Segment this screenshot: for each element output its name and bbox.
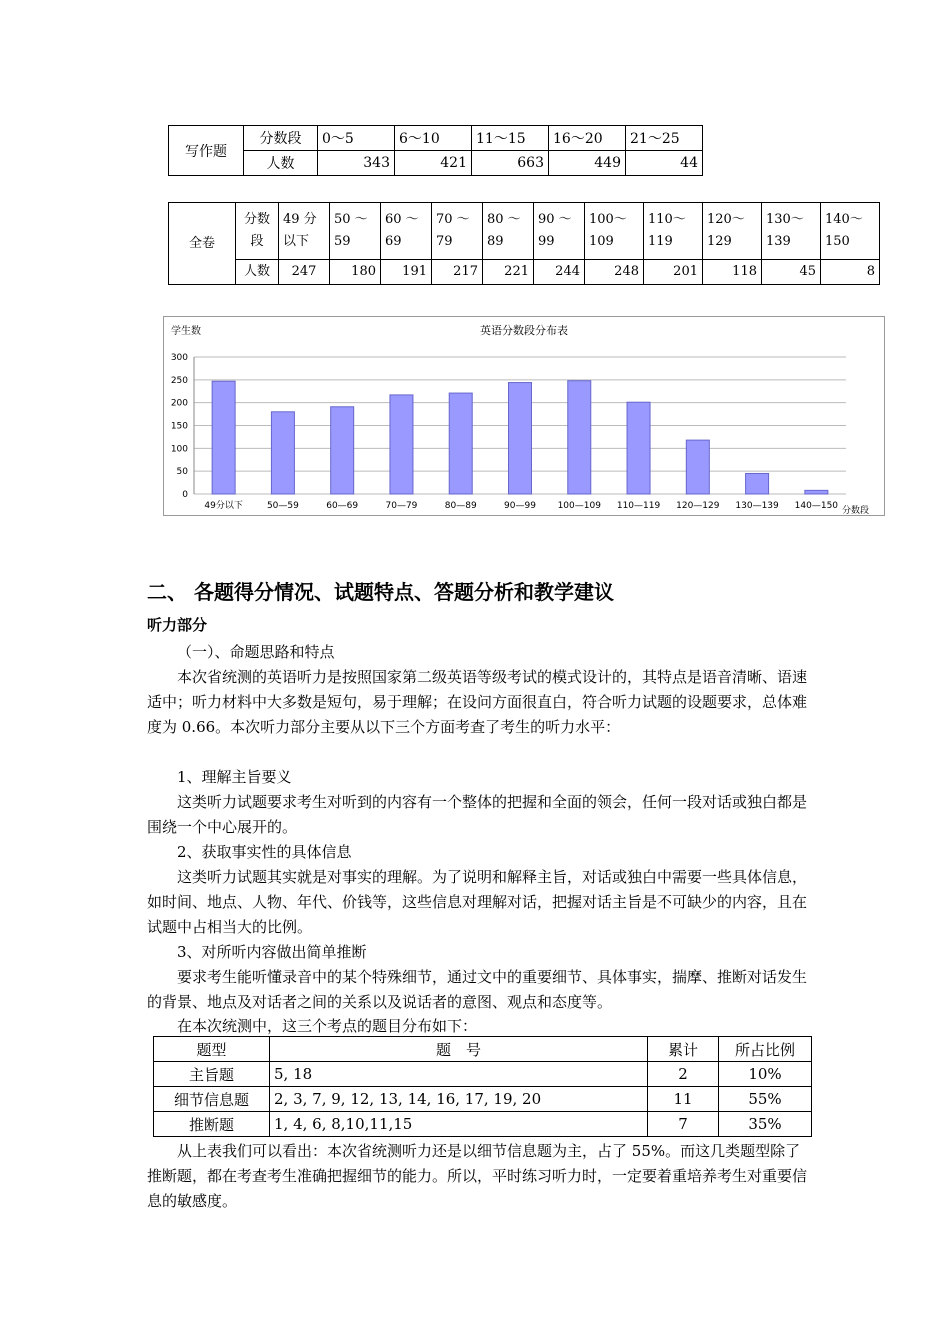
total-count: 8	[821, 260, 880, 285]
total-score-table	[168, 202, 880, 285]
writing-count: 421	[395, 151, 472, 176]
dist-type: 主旨题	[154, 1062, 270, 1087]
writing-count: 44	[626, 151, 703, 176]
dist-header: 累计	[648, 1037, 719, 1062]
dist-header: 所占比例	[719, 1037, 812, 1062]
total-count-header: 人数	[236, 260, 279, 285]
paragraph-distribution-intro: 在本次统测中，这三个考点的题目分布如下：	[177, 1017, 478, 1035]
dist-count: 11	[648, 1087, 719, 1112]
dist-items: 2, 3, 7, 9, 12, 13, 14, 16, 17, 19, 20	[270, 1087, 648, 1112]
heading-design: （一）、命题思路和特点	[177, 643, 335, 661]
writing-range: 16～20	[549, 126, 626, 151]
bar	[449, 393, 472, 494]
chart-canvas	[164, 317, 884, 515]
writing-score-table	[168, 125, 703, 176]
total-range: 110～119	[644, 203, 703, 260]
dist-count: 2	[648, 1062, 719, 1087]
x-tick-label: 110—119	[616, 501, 661, 511]
writing-count-header: 人数	[244, 151, 318, 176]
total-range: 49 分以下	[279, 203, 330, 260]
total-range: 60 ～69	[381, 203, 432, 260]
table-row	[154, 1112, 812, 1137]
dist-items: 1, 4, 6, 8,10,11,15	[270, 1112, 648, 1137]
item-main-idea: 1、理解主旨要义	[177, 768, 292, 786]
x-tick-label: 90—99	[504, 501, 536, 511]
x-tick-label: 140—150	[794, 501, 839, 511]
paragraph-inference: 要求考生能听懂录音中的某个特殊细节，通过文中的重要细节、具体事实，揣摩、推断对话发生的背景、地点及对话者之间的关系以及说话者的意图、观点和态度等。	[147, 968, 808, 1011]
total-range: 70 ～79	[432, 203, 483, 260]
dist-header: 题型	[154, 1037, 270, 1062]
chart-xlabel: 分数段	[842, 506, 870, 515]
paragraph-main-idea: 这类听力试题要求考生对听到的内容有一个整体的把握和全面的领会，任何一段对话或独白都是围绕一个中心展开的。	[147, 793, 808, 836]
writing-label: 写作题	[169, 126, 244, 176]
writing-range: 0～5	[318, 126, 395, 151]
total-count: 180	[330, 260, 381, 285]
total-count: 248	[585, 260, 644, 285]
dist-pct: 10%	[719, 1062, 812, 1087]
x-tick-label: 80—89	[444, 501, 477, 511]
bar	[686, 440, 709, 494]
chart-title: 英语分数段分布表	[480, 324, 568, 337]
table-row	[154, 1062, 812, 1087]
writing-count: 343	[318, 151, 395, 176]
question-distribution-table	[153, 1036, 812, 1137]
total-range: 120～129	[703, 203, 762, 260]
total-range: 130～139	[762, 203, 821, 260]
total-range: 50 ～59	[330, 203, 381, 260]
x-tick-label: 60—69	[326, 501, 359, 511]
y-tick-label: 150	[170, 421, 188, 432]
total-count: 244	[534, 260, 585, 285]
dist-header: 题 号	[270, 1037, 648, 1062]
bar	[212, 381, 235, 494]
writing-range: 6～10	[395, 126, 472, 151]
total-range: 80 ～89	[483, 203, 534, 260]
x-tick-label: 120—129	[676, 501, 720, 511]
bar	[509, 383, 532, 494]
total-count: 118	[703, 260, 762, 285]
writing-count: 449	[549, 151, 626, 176]
total-range: 90 ～99	[534, 203, 585, 260]
total-count: 191	[381, 260, 432, 285]
total-count: 217	[432, 260, 483, 285]
dist-pct: 35%	[719, 1112, 812, 1137]
x-tick-label: 100—109	[557, 501, 601, 511]
section-title: 二、 各题得分情况、试题特点、答题分析和教学建议	[147, 580, 614, 604]
y-tick-label: 250	[170, 375, 188, 386]
y-tick-label: 200	[170, 398, 188, 409]
total-count: 247	[279, 260, 330, 285]
writing-range: 21～25	[626, 126, 703, 151]
item-inference: 3、对所听内容做出简单推断	[177, 943, 367, 961]
item-detail: 2、获取事实性的具体信息	[177, 843, 352, 861]
paragraph-conclusion: 从上表我们可以看出：本次省统测听力还是以细节信息题为主，占了 55%。而这几类题型除了推断题，都在考查考生准确把握细节的能力。所以，平时练习听力时，一定要着重培养考生对重要信息的敏感度。	[147, 1142, 808, 1210]
bar	[568, 381, 591, 494]
paragraph-detail: 这类听力试题其实就是对事实的理解。为了说明和解释主旨，对话或独白中需要一些具体信息，如时间、地点、人物、年代、价钱等，这些信息对理解对话，把握对话主旨是不可缺少的内容，且在试题中占相当大的比例。	[147, 868, 808, 936]
chart-ylabel: 学生数	[171, 326, 201, 337]
total-range: 100～109	[585, 203, 644, 260]
bar	[805, 490, 828, 494]
writing-range-header: 分数段	[244, 126, 318, 151]
bar	[271, 412, 294, 494]
writing-range: 11～15	[472, 126, 549, 151]
bar	[331, 407, 354, 494]
dist-pct: 55%	[719, 1087, 812, 1112]
x-tick-label: 130—139	[735, 501, 779, 511]
writing-count: 663	[472, 151, 549, 176]
total-range: 140～150	[821, 203, 880, 260]
total-count: 221	[483, 260, 534, 285]
dist-type: 细节信息题	[154, 1087, 270, 1112]
bar	[390, 395, 413, 494]
total-count: 45	[762, 260, 821, 285]
dist-type: 推断题	[154, 1112, 270, 1137]
listening-subtitle: 听力部分	[147, 616, 208, 634]
total-label: 全卷	[169, 203, 236, 285]
y-tick-label: 0	[182, 490, 188, 500]
x-tick-label: 50—59	[266, 501, 299, 511]
paragraph-intro: 本次省统测的英语听力是按照国家第二级英语等级考试的模式设计的，其特点是语音清晰、语速适中；听力材料中大多数是短句，易于理解；在设问方面很直白，符合听力试题的设题要求，总体难度为 0.66。本次听力部分主要从以下三个方面考查了考生的听力水平：	[147, 668, 808, 736]
dist-items: 5, 18	[270, 1062, 648, 1087]
total-count: 201	[644, 260, 703, 285]
bar	[746, 473, 769, 494]
bar	[627, 402, 650, 494]
score-distribution-chart	[163, 316, 885, 516]
x-tick-label: 49分以下	[204, 501, 243, 511]
y-tick-label: 100	[170, 444, 188, 455]
total-range-header: 分数段	[236, 203, 279, 260]
y-tick-label: 50	[176, 467, 188, 478]
y-tick-label: 300	[170, 353, 188, 363]
table-row	[154, 1087, 812, 1112]
x-tick-label: 70—79	[385, 501, 418, 511]
dist-count: 7	[648, 1112, 719, 1137]
